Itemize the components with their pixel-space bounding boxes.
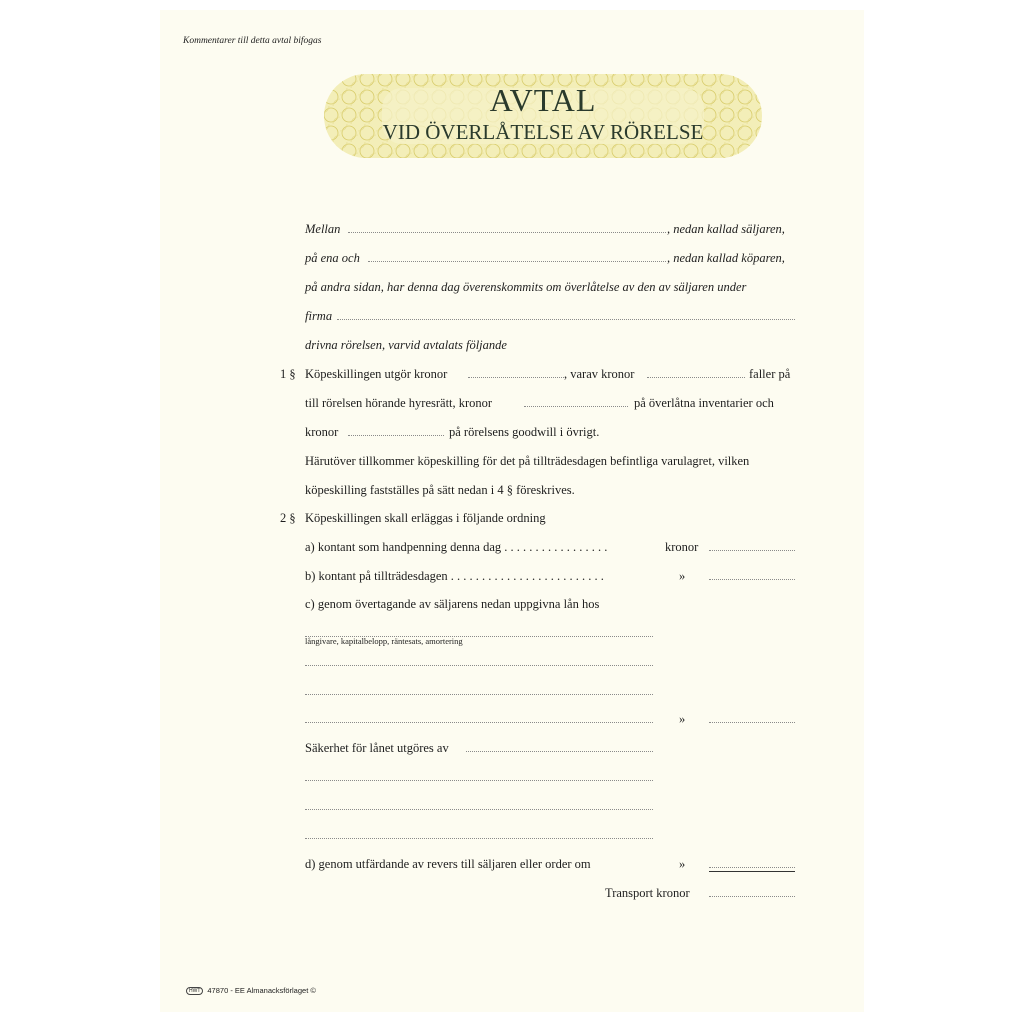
p1-hyresratt-label: till rörelsen hörande hyresrätt, kronor [305,396,493,410]
document-subtitle: VID ÖVERLÅTELSE AV RÖRELSE [382,120,704,144]
transport-label: Transport kronor [605,886,690,900]
p1-varav-label: , varav kronor [564,367,635,381]
intro-buyer-label: , nedan kallad köparen, [667,251,785,265]
p1-goodwill-label: på rörelsens goodwill i övrigt. [449,425,600,439]
p2-kronor-label: kronor [665,540,699,554]
transport-amount-field[interactable] [709,896,795,897]
section-2-number: 2 § [280,511,296,525]
document-title: AVTAL [489,82,597,118]
intro-firma-label: firma [305,309,333,323]
access-day-payment-field[interactable] [709,579,795,580]
p2-item-b: b) kontant på tillträdesdagen . . . . . . . . . . . . . . . . . . . . . . . . . [305,569,604,583]
lease-amount-field[interactable] [647,377,745,378]
sum-underline [709,871,795,872]
p2-ditto-d: » [679,857,686,871]
p1-faller-label: faller på [749,367,791,381]
p1-faststalles-text: köpeskilling fastställes på sätt nedan i 4 § föreskrives. [305,483,575,497]
seller-name-field[interactable] [348,232,666,233]
loan-details-field-3[interactable] [305,694,653,695]
p2-ditto-b: » [679,569,686,583]
publisher-logo: HWT [186,987,203,995]
security-field-1[interactable] [466,751,653,752]
footer-text: 47870 - EE Almanacksförlaget © [207,986,316,995]
inventory-amount-field[interactable] [524,406,628,407]
footer [186,986,316,995]
comment-note: Kommentarer till detta avtal bifogas [183,36,322,46]
intro-seller-label: , nedan kallad säljaren, [667,222,785,236]
p2-heading: Köpeskillingen skall erläggas i följande ordning [305,511,546,525]
security-label: Säkerhet för lånet utgöres av [305,741,449,755]
security-field-2[interactable] [305,780,653,781]
p1-kopeskilling-label: Köpeskillingen utgör kronor [305,367,448,381]
purchase-price-field[interactable] [468,377,564,378]
p2-ditto-c: » [679,712,686,726]
promissory-note-field[interactable] [709,867,795,868]
security-field-4[interactable] [305,838,653,839]
loan-details-hint: långivare, kapitalbelopp, räntesats, amortering [305,636,463,646]
p1-inventarier-label: på överlåtna inventarier och [634,396,774,410]
buyer-name-field[interactable] [368,261,666,262]
down-payment-field[interactable] [709,550,795,551]
intro-mellan-label: Mellan [305,222,341,236]
p2-item-d: d) genom utfärdande av revers till säljaren eller order om [305,857,591,871]
section-1-number: 1 § [280,367,296,381]
goodwill-amount-field[interactable] [348,435,444,436]
loan-details-field-2[interactable] [305,665,653,666]
p1-kronor-label: kronor [305,425,339,439]
intro-pa-andra-text: på andra sidan, har denna dag överenskommits om överlåtelse av den av säljaren under [305,280,747,294]
firma-field[interactable] [337,319,795,320]
p1-varulager-text: Härutöver tillkommer köpeskilling för det på tillträdesdagen befintliga varulagret, vilken [305,454,750,468]
p2-item-a: a) kontant som handpenning denna dag . . . . . . . . . . . . . . . . . [305,540,608,554]
security-field-3[interactable] [305,809,653,810]
intro-drivna-text: drivna rörelsen, varvid avtalats följande [305,338,507,352]
loan-amount-field[interactable] [709,722,795,723]
loan-details-field-4[interactable] [305,722,653,723]
p2-item-c: c) genom övertagande av säljarens nedan uppgivna lån hos [305,597,600,611]
intro-pa-ena-label: på ena och [305,251,360,265]
